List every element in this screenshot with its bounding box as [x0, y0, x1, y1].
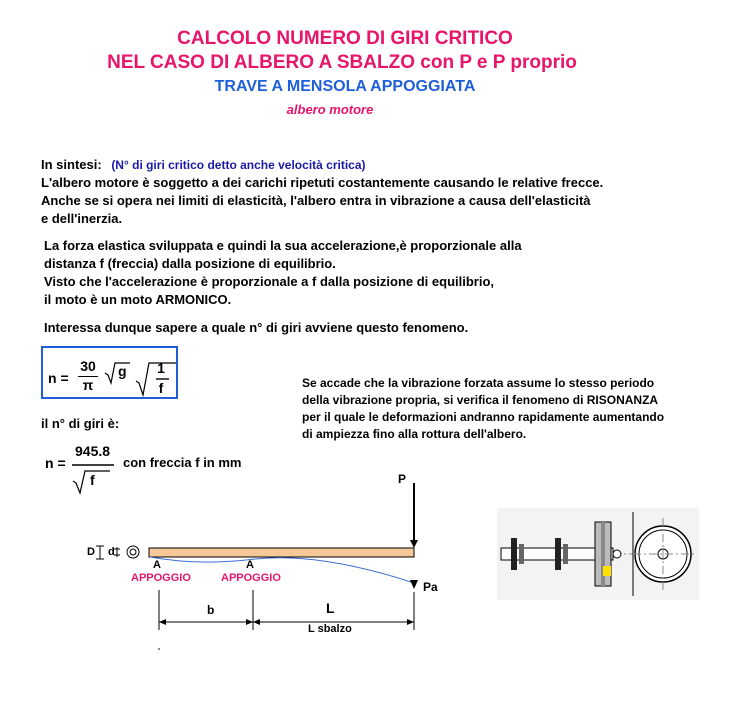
- diameter-label: D: [87, 546, 95, 558]
- load-arrowhead: [410, 540, 418, 548]
- intro-line: L'albero motore è soggetto a dei carichi ripetuti costantemente causando le relative frecce.: [41, 175, 604, 190]
- intro-line: e dell'inerzia.: [41, 211, 123, 226]
- formula-denominator: π: [82, 377, 94, 393]
- load-label: P: [398, 472, 407, 486]
- support-1-label: APPOGGIO: [131, 572, 191, 584]
- shaft-illustration: [497, 508, 699, 600]
- formula-lhs: n =: [48, 370, 69, 386]
- rpm-label: il n° di giri è:: [41, 416, 120, 431]
- span-b-label: b: [207, 603, 215, 617]
- support-1-letter: A: [153, 559, 161, 571]
- resonance-line: per il quale le deformazioni andranno rapidamente aumentando: [302, 410, 665, 424]
- paragraph-line: La forza elastica sviluppata e quindi la sua accelerazione,è proporzionale alla: [44, 238, 522, 253]
- own-weight-label: Pa: [423, 580, 438, 594]
- small-diameter-label: d: [108, 546, 115, 558]
- formula-numerator: 30: [80, 358, 96, 374]
- title-line-2: NEL CASO DI ALBERO A SBALZO con P e P proprio: [107, 52, 577, 73]
- intro-line: Anche se si opera nei limiti di elasticità, l'albero entra in vibrazione a causa dell'elasticità: [41, 193, 591, 208]
- paragraph-line: il moto è un moto ARMONICO.: [44, 292, 232, 307]
- resonance-line: Se accade che la vibrazione forzata assume lo stesso periodo: [302, 376, 655, 390]
- section-inner-icon: [130, 549, 136, 555]
- formula2-denominator: f: [90, 472, 95, 488]
- formula-frac-denominator: f: [158, 380, 164, 396]
- formula2-suffix: con freccia f in mm: [123, 455, 242, 470]
- intro-note: (N° di giri critico detto anche velocità critica): [111, 158, 366, 172]
- formula2-numerator: 945.8: [75, 443, 111, 459]
- intro-label: In sintesi:: [41, 157, 102, 172]
- span-l-sbalzo-label: L sbalzo: [308, 623, 352, 635]
- section-outer-icon: [127, 546, 139, 558]
- paragraph-question: Interessa dunque sapere a quale n° di giri avviene questo fenomeno.: [44, 320, 469, 335]
- subtitle-italic: albero motore: [286, 102, 374, 117]
- resonance-line: della vibrazione propria, si verifica il fenomeno di RISONANZA: [302, 393, 659, 407]
- own-weight-arrowhead: [410, 580, 418, 589]
- beam: [149, 548, 414, 557]
- support-2-label: APPOGGIO: [221, 572, 281, 584]
- formula-sqrt-arg: g: [118, 363, 127, 379]
- paragraph-line: Visto che l'accelerazione è proporzionale a f dalla posizione di equilibrio,: [44, 274, 495, 289]
- paragraph-line: distanza f (freccia) dalla posizione di equilibrio.: [44, 256, 336, 271]
- title-line-1: CALCOLO NUMERO DI GIRI CRITICO: [177, 28, 513, 49]
- formula2-lhs: n =: [45, 455, 66, 471]
- formula-frac-numerator: 1: [157, 360, 165, 376]
- support-2-letter: A: [246, 559, 254, 571]
- subtitle: TRAVE A MENSOLA APPOGGIATA: [214, 78, 476, 95]
- resonance-line: di ampiezza fino alla rottura dell'albero.: [302, 427, 527, 441]
- span-l-label: L: [326, 600, 335, 616]
